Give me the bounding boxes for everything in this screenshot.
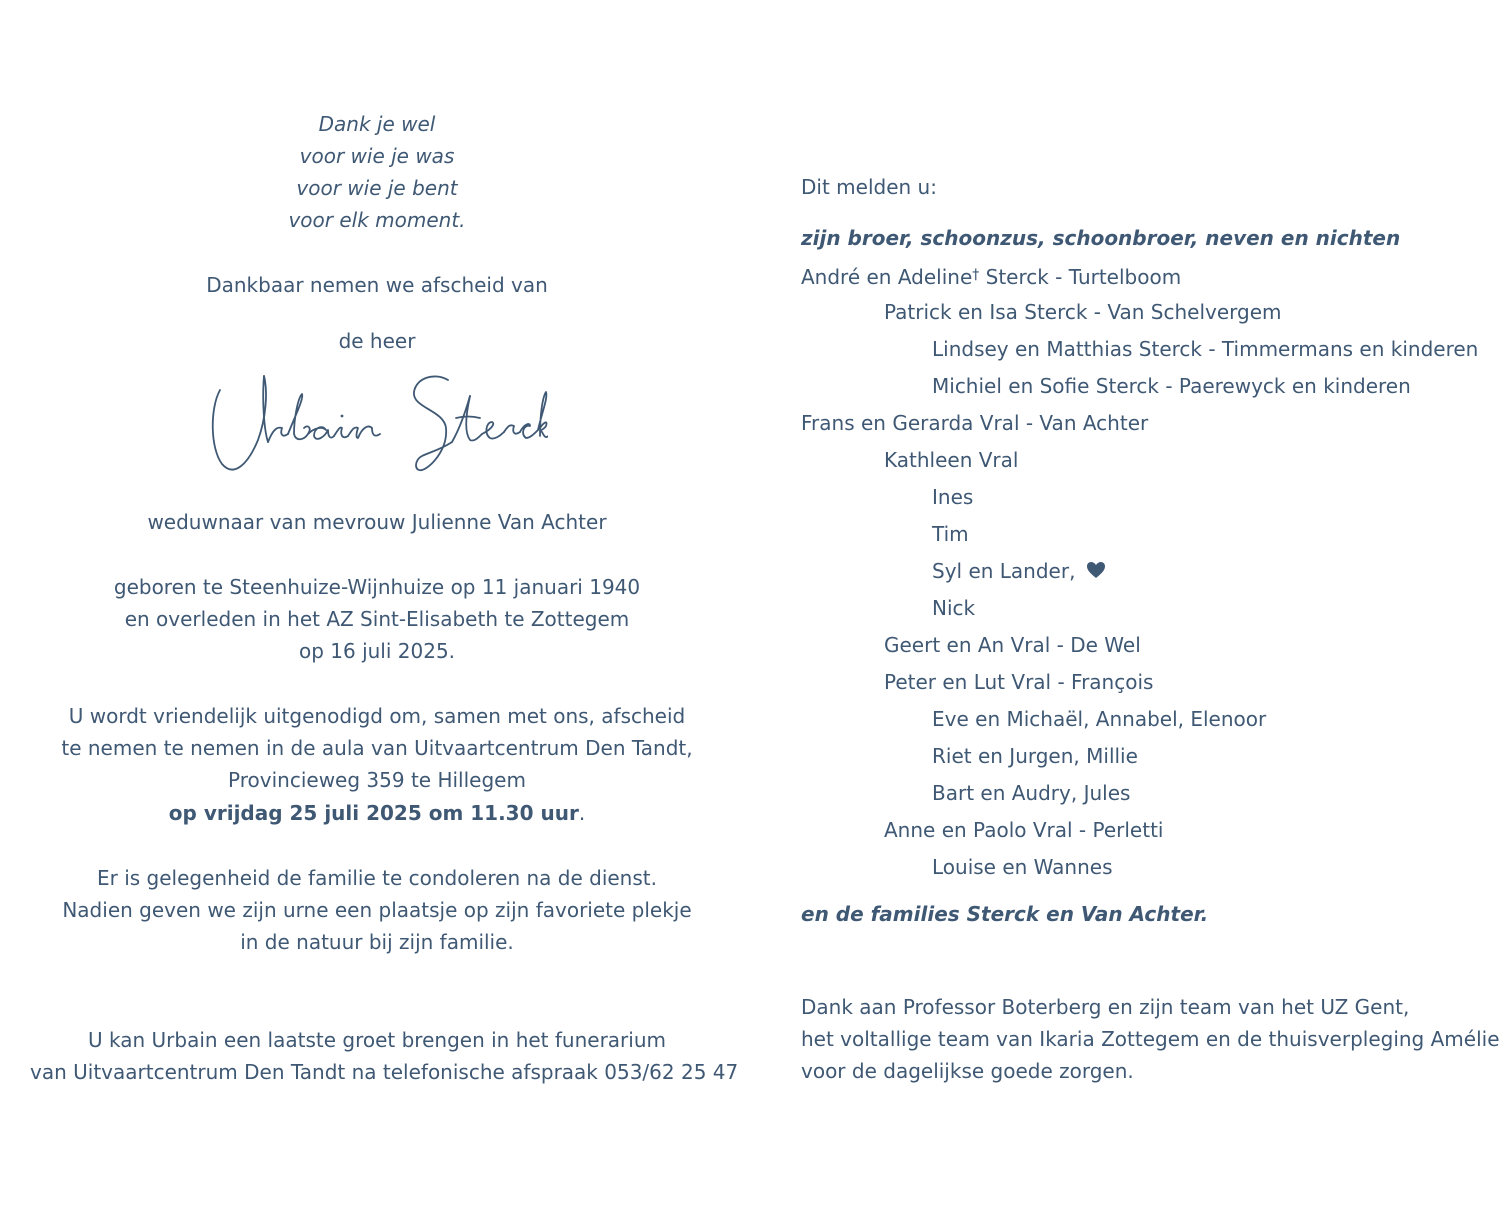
family-member: Nick bbox=[932, 596, 976, 620]
family-member-name: Syl en Lander, bbox=[932, 559, 1076, 583]
invitation-line: U wordt vriendelijk uitgenodigd om, samen met ons, afscheid bbox=[68, 704, 686, 728]
family-member: Peter en Lut Vral - François bbox=[884, 670, 1154, 694]
family-member: Kathleen Vral bbox=[884, 448, 1019, 472]
title-text: de heer bbox=[338, 329, 416, 353]
family-member: Frans en Gerarda Vral - Van Achter bbox=[801, 411, 1149, 435]
ceremony-date-line bbox=[30, 797, 724, 829]
thanks-line: voor de dagelijkse goede zorgen. bbox=[801, 1059, 1134, 1083]
farewell-line: U kan Urbain een laatste groet brengen in het funerarium bbox=[88, 1028, 666, 1052]
family-member: Louise en Wannes bbox=[932, 855, 1113, 879]
thanks-line: Dank aan Professor Boterberg en zijn team van het UZ Gent, bbox=[801, 995, 1410, 1019]
invitation-line: te nemen te nemen in de aula van Uitvaartcentrum Den Tandt, bbox=[61, 736, 693, 760]
poem-line: Dank je wel bbox=[318, 112, 436, 136]
family-member: Michiel en Sofie Sterck - Paerewyck en kinderen bbox=[932, 374, 1411, 398]
poem-line: voor wie je was bbox=[299, 144, 455, 168]
family-member: Lindsey en Matthias Sterck - Timmermans en kinderen bbox=[932, 337, 1479, 361]
farewell-line: van Uitvaartcentrum Den Tandt na telefonische afspraak 053/62 25 47 bbox=[30, 1060, 739, 1084]
family-member: Geert en An Vral - De Wel bbox=[884, 633, 1141, 657]
poem-line: voor elk moment. bbox=[288, 208, 466, 232]
family-member: Patrick en Isa Sterck - Van Schelvergem bbox=[884, 300, 1282, 324]
family-member: Eve en Michaël, Annabel, Elenoor bbox=[932, 707, 1267, 731]
intro-text: Dankbaar nemen we afscheid van bbox=[206, 273, 548, 297]
condolence-line: in de natuur bij zijn familie. bbox=[240, 930, 514, 954]
family-member: Bart en Audry, Jules bbox=[932, 781, 1131, 805]
family-heading: zijn broer, schoonzus, schoonbroer, neven en nichten bbox=[801, 226, 1401, 250]
ceremony-date: op vrijdag 25 juli 2025 om 11.30 uur bbox=[168, 801, 579, 825]
condolence-line: Nadien geven we zijn urne een plaatsje op zijn favoriete plekje bbox=[62, 898, 692, 922]
birth-death-line: op 16 juli 2025. bbox=[298, 639, 456, 663]
heart-icon bbox=[1086, 561, 1106, 579]
dagger-mark: † bbox=[972, 267, 980, 283]
ceremony-date-suffix: . bbox=[578, 801, 586, 825]
widower-text: weduwnaar van mevrouw Julienne Van Achter bbox=[147, 510, 607, 534]
family-member-name: André en Adeline bbox=[801, 265, 973, 289]
family-member: Riet en Jurgen, Millie bbox=[932, 744, 1138, 768]
family-member: Anne en Paolo Vral - Perletti bbox=[884, 818, 1164, 842]
poem-line: voor wie je bent bbox=[296, 176, 458, 200]
deceased-name-signature bbox=[208, 368, 548, 480]
birth-death-line: en overleden in het AZ Sint-Elisabeth te Zottegem bbox=[124, 607, 630, 631]
family-member: Tim bbox=[932, 522, 969, 546]
families-closing: en de families Sterck en Van Achter. bbox=[801, 902, 1209, 926]
invitation-line: Provincieweg 359 te Hillegem bbox=[228, 768, 526, 792]
thanks-line: het voltallige team van Ikaria Zottegem en de thuisverpleging Amélie bbox=[801, 1027, 1500, 1051]
family-member-name-rest: Sterck - Turtelboom bbox=[979, 265, 1182, 289]
family-member bbox=[801, 260, 1181, 292]
family-member-with-heart bbox=[932, 556, 1106, 586]
birth-death-line: geboren te Steenhuize-Wijnhuize op 11 januari 1940 bbox=[113, 575, 641, 599]
announce-text: Dit melden u: bbox=[801, 175, 937, 199]
family-member: Ines bbox=[932, 485, 974, 509]
condolence-line: Er is gelegenheid de familie te condoleren na de dienst. bbox=[97, 866, 657, 890]
